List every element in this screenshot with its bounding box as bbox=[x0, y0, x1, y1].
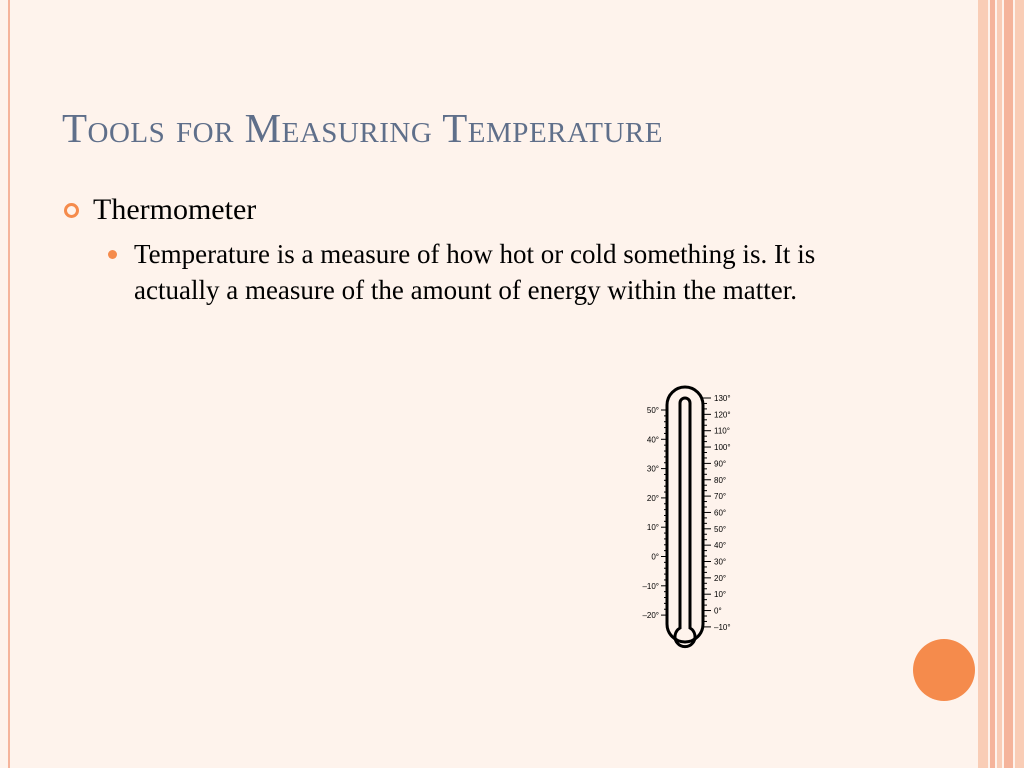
fahrenheit-tick-label: 30° bbox=[714, 557, 727, 567]
fahrenheit-tick-label: 110° bbox=[714, 426, 730, 436]
right-stripe bbox=[978, 0, 988, 768]
fahrenheit-tick-label: 100° bbox=[714, 443, 731, 453]
fahrenheit-tick-label: 0° bbox=[714, 606, 722, 616]
fahrenheit-tick-label: 50° bbox=[714, 524, 727, 534]
celsius-tick-label: 10° bbox=[646, 523, 659, 533]
fahrenheit-tick-label: 20° bbox=[714, 573, 727, 583]
celsius-tick-label: 40° bbox=[646, 435, 659, 445]
ring-bullet-icon bbox=[64, 203, 79, 218]
celsius-tick-label: –10° bbox=[642, 581, 659, 591]
celsius-tick-label: 20° bbox=[646, 493, 659, 503]
left-border-line bbox=[8, 0, 10, 768]
fahrenheit-tick-label: 80° bbox=[714, 475, 727, 485]
celsius-tick-label: –20° bbox=[642, 611, 659, 621]
fahrenheit-tick-label: 120° bbox=[714, 410, 731, 420]
fahrenheit-tick-label: 70° bbox=[714, 492, 727, 502]
right-stripe bbox=[1004, 0, 1013, 768]
bullet-level2 bbox=[108, 236, 868, 308]
bullet-level2-text: Temperature is a measure of how hot or cold something is. It is actually a measure of the amount of energy within the matter. bbox=[134, 239, 816, 305]
right-stripe bbox=[990, 0, 995, 768]
fahrenheit-tick-label: 40° bbox=[714, 541, 727, 551]
celsius-tick-label: 30° bbox=[646, 464, 659, 474]
fahrenheit-tick-label: 10° bbox=[714, 590, 727, 600]
slide-title: Tools for Measuring Temperature bbox=[62, 105, 663, 151]
fahrenheit-tick-label: –10° bbox=[714, 622, 731, 632]
decorative-orange-circle bbox=[913, 639, 975, 701]
right-stripe bbox=[997, 0, 1002, 768]
fahrenheit-tick-label: 90° bbox=[714, 459, 727, 469]
bullet-level1-text: Thermometer bbox=[93, 193, 257, 226]
thermometer-image bbox=[630, 383, 755, 668]
fahrenheit-tick-label: 130° bbox=[714, 394, 731, 403]
bullet-level1 bbox=[64, 193, 256, 227]
celsius-tick-label: 50° bbox=[646, 406, 659, 415]
right-stripe bbox=[1015, 0, 1024, 768]
dot-bullet-icon bbox=[108, 250, 117, 259]
celsius-tick-label: 0° bbox=[651, 552, 659, 562]
fahrenheit-tick-label: 60° bbox=[714, 508, 727, 518]
